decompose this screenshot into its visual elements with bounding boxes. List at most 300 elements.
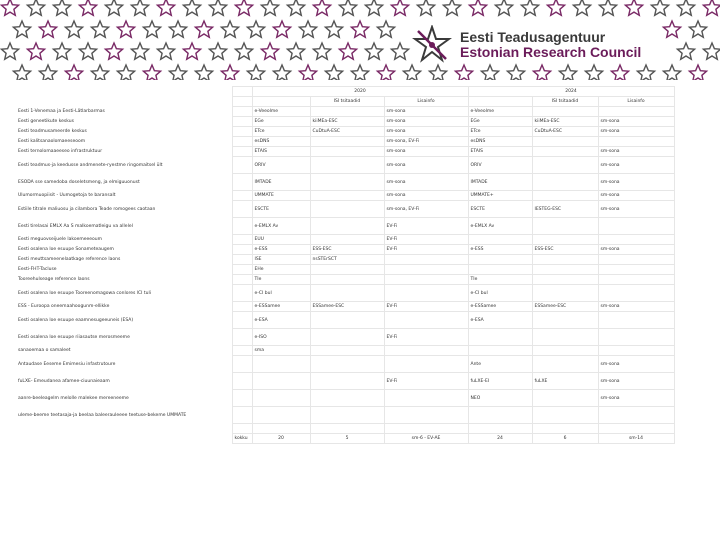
table-row	[16, 127, 674, 137]
data-cell	[384, 312, 468, 329]
spacer-cell	[232, 424, 252, 434]
data-cell	[532, 346, 598, 356]
data-cell	[598, 137, 674, 147]
decorative-star-icon	[143, 65, 160, 80]
data-cell: sm-sona, EV-Fi	[384, 137, 468, 147]
table-row	[16, 255, 674, 265]
data-cell	[532, 137, 598, 147]
table-row	[16, 117, 674, 127]
data-cell: sm-sona	[598, 245, 674, 255]
data-cell	[532, 265, 598, 275]
table-row	[16, 312, 674, 329]
row-label: Tooreehulseage reference laons	[16, 275, 232, 285]
data-cell: EV-Fi	[384, 329, 468, 346]
data-cell: e-CI bul	[468, 285, 532, 302]
data-cell	[598, 107, 674, 117]
decorative-star-icon	[273, 21, 290, 37]
decorative-star-icon	[131, 43, 148, 59]
data-cell: ETAIS	[468, 147, 532, 157]
row-label: Eesti geneetikute keskus	[16, 117, 232, 127]
data-cell	[532, 356, 598, 373]
row-label: Eesti meguovseijuele lakoemeeeoum	[16, 235, 232, 245]
data-cell	[598, 285, 674, 302]
data-cell: sm-sona	[384, 191, 468, 201]
data-cell: sm-sona	[598, 373, 674, 390]
data-cell	[310, 312, 384, 329]
data-cell: sm-sona	[384, 127, 468, 137]
decorative-star-icon	[469, 0, 486, 15]
estonian-research-council-logo-icon	[412, 25, 452, 65]
spacer-cell	[232, 346, 252, 356]
table-row	[16, 191, 674, 201]
decorative-star-icon	[521, 0, 538, 15]
table-row	[16, 157, 674, 174]
decorative-star-icon	[325, 21, 342, 37]
spacer-cell	[232, 255, 252, 265]
total-cell: 5	[310, 434, 384, 444]
data-cell: e-ESA	[252, 312, 310, 329]
decorative-star-icon	[1, 0, 18, 15]
data-cell: fuLXE	[532, 373, 598, 390]
decorative-star-icon	[377, 21, 394, 37]
header-empty	[232, 97, 252, 107]
decorative-star-icon	[91, 21, 108, 37]
row-label: Eesti kalitsanaolomaeeseoom	[16, 137, 232, 147]
data-cell	[310, 373, 384, 390]
decorative-star-icon	[351, 65, 368, 80]
data-cell: e-CI bul	[252, 285, 310, 302]
decorative-star-icon	[143, 21, 160, 37]
decorative-star-icon	[79, 0, 96, 15]
data-cell	[532, 191, 598, 201]
row-label: uleme-beeme teetasaja-ja beelaa baleerauleeee teetuse-bekeme UMMATE	[16, 407, 232, 424]
data-cell: ETce	[468, 127, 532, 137]
decorative-star-icon	[689, 65, 706, 80]
column-header: Lisainfo	[598, 97, 674, 107]
data-cell: sm-sona	[598, 157, 674, 174]
row-label: sanaoemaa o samaleet	[16, 346, 232, 356]
data-cell: NEO	[468, 390, 532, 407]
decorative-star-icon	[663, 21, 680, 37]
data-cell	[310, 407, 384, 424]
data-cell: kiiMEa-ESC	[310, 117, 384, 127]
spacer-cell	[232, 174, 252, 191]
decorative-star-icon	[27, 0, 44, 15]
data-cell: esDNS	[468, 137, 532, 147]
data-cell	[468, 346, 532, 356]
row-label: Eesti teadmusameerde keskus	[16, 127, 232, 137]
decorative-star-icon	[339, 0, 356, 15]
data-cell	[532, 235, 598, 245]
data-cell	[252, 407, 310, 424]
decorative-star-icon	[365, 0, 382, 15]
header-banner	[0, 0, 720, 80]
data-cell: sm-sona	[384, 174, 468, 191]
row-label: Eesti teadmus-ja keedusse andmenete-ryestme ringomaitsel ült	[16, 157, 232, 174]
data-cell	[310, 107, 384, 117]
data-cell	[598, 407, 674, 424]
data-cell: fuLXE-EI	[468, 373, 532, 390]
decorative-star-icon	[195, 21, 212, 37]
spacer-cell	[232, 218, 252, 235]
data-cell	[384, 285, 468, 302]
header-empty	[16, 97, 232, 107]
data-cell	[384, 356, 468, 373]
data-cell	[252, 424, 310, 434]
total-cell: sm-14	[598, 434, 674, 444]
spacer-cell	[232, 127, 252, 137]
decorative-star-icon	[79, 43, 96, 59]
data-cell: EHe	[252, 265, 310, 275]
data-cell: e-ESSamee	[252, 302, 310, 312]
spacer-cell	[232, 390, 252, 407]
total-cell: 6	[532, 434, 598, 444]
decorative-star-icon	[1, 43, 18, 59]
data-cell: EGe	[252, 117, 310, 127]
data-cell	[532, 157, 598, 174]
column-header: ISI tsitaadid	[310, 97, 384, 107]
data-cell	[468, 255, 532, 265]
row-label: Eesti osalena loe esuupe Tooreenomagowa conlores lCI tuli	[16, 285, 232, 302]
data-cell: ESSamee-ESC	[532, 302, 598, 312]
data-cell	[310, 275, 384, 285]
decorative-star-icon	[105, 43, 122, 59]
data-cell: EV-Fi	[384, 373, 468, 390]
data-cell: e-Veeolme	[252, 107, 310, 117]
data-cell	[532, 424, 598, 434]
column-header: Lisainfo	[384, 97, 468, 107]
row-label: aanre-beeleagelm melolle malekee mereeneeme	[16, 390, 232, 407]
data-cell	[384, 275, 468, 285]
total-cell: 24	[468, 434, 532, 444]
spacer-cell	[232, 157, 252, 174]
data-cell	[532, 147, 598, 157]
table-row	[16, 346, 674, 356]
data-cell	[468, 235, 532, 245]
table-row	[16, 174, 674, 191]
totals-label: kokku	[232, 434, 252, 444]
year-header: 2020	[252, 87, 468, 97]
table-row	[16, 201, 674, 218]
decorative-star-icon	[261, 0, 278, 15]
row-label: Eesti tirelasai EMLX Aa S malkoematleigu va allelel	[16, 218, 232, 235]
data-cell	[310, 346, 384, 356]
data-cell	[598, 265, 674, 275]
decorative-star-icon	[157, 0, 174, 15]
data-cell: ESCTE	[252, 201, 310, 218]
spacer-cell	[232, 373, 252, 390]
row-label: Ulumormuopiisit - Uumogetoja te baransalt	[16, 191, 232, 201]
data-cell: EV-Fi	[384, 245, 468, 255]
data-cell	[598, 275, 674, 285]
data-cell: IMTADE	[468, 174, 532, 191]
decorative-star-icon	[247, 21, 264, 37]
data-cell	[598, 346, 674, 356]
table-row	[16, 245, 674, 255]
decorative-star-icon	[27, 43, 44, 59]
data-cell: ISE	[252, 255, 310, 265]
data-cell: sm-sona	[598, 356, 674, 373]
decorative-star-icon	[703, 0, 720, 15]
data-cell	[310, 157, 384, 174]
decorative-star-icon	[13, 21, 30, 37]
spacer-cell	[232, 107, 252, 117]
data-cell: e-ESA	[468, 312, 532, 329]
decorative-star-icon	[299, 21, 316, 37]
data-cell: TIe	[252, 275, 310, 285]
data-cell	[384, 255, 468, 265]
decorative-star-icon	[183, 43, 200, 59]
data-cell	[310, 174, 384, 191]
decorative-star-icon	[53, 0, 70, 15]
data-cell: sm-sona	[598, 147, 674, 157]
decorative-star-icon	[261, 43, 278, 59]
data-cell	[252, 356, 310, 373]
data-cell	[468, 407, 532, 424]
row-label: Eesti osalena loe esuupe riiasautse merosmeeme	[16, 329, 232, 346]
decorative-star-icon	[377, 65, 394, 80]
table-row	[16, 356, 674, 373]
table-row	[16, 275, 674, 285]
spacer-cell	[232, 356, 252, 373]
decorative-star-icon	[495, 0, 512, 15]
decorative-star-icon	[235, 0, 252, 15]
decorative-star-icon	[221, 21, 238, 37]
data-cell	[532, 174, 598, 191]
data-cell: e-ESSamee	[468, 302, 532, 312]
spacer-cell	[232, 265, 252, 275]
decorative-star-icon	[117, 21, 134, 37]
data-cell: sm-sona	[598, 174, 674, 191]
data-cell: sm-sona	[384, 117, 468, 127]
data-cell	[598, 424, 674, 434]
decorative-star-icon	[13, 65, 30, 80]
data-cell	[310, 201, 384, 218]
data-cell	[384, 407, 468, 424]
row-label: Eesti osalena loe esuupe Sonameteaugem	[16, 245, 232, 255]
spacer-cell	[232, 285, 252, 302]
decorative-star-icon	[157, 43, 174, 59]
table-row	[16, 235, 674, 245]
decorative-star-icon	[221, 65, 238, 80]
decorative-star-icon	[131, 0, 148, 15]
table-row	[16, 424, 674, 434]
row-label: Eesti osalena loe esuupe eaamnesugeeuneis (ESA)	[16, 312, 232, 329]
data-cell: ORIV	[468, 157, 532, 174]
data-cell: ESS-ESC	[310, 245, 384, 255]
data-cell: EV-Fi	[384, 235, 468, 245]
data-cell: e-ESS	[252, 245, 310, 255]
data-cell	[598, 255, 674, 265]
decorative-star-icon	[703, 43, 720, 59]
header-empty	[16, 87, 232, 97]
row-label: Eesti ternolomaaeeseo infrastruktuur	[16, 147, 232, 157]
data-cell	[310, 218, 384, 235]
year-header: 2024	[468, 87, 674, 97]
data-cell: EGe	[468, 117, 532, 127]
data-cell	[310, 329, 384, 346]
data-cell: sm-sona	[384, 147, 468, 157]
data-cell: e-ESS	[468, 245, 532, 255]
data-cell	[468, 265, 532, 275]
logo	[412, 22, 641, 68]
table-row	[16, 407, 674, 424]
spacer-cell	[232, 235, 252, 245]
data-cell: CuDtuA-ESC	[310, 127, 384, 137]
data-cell	[310, 424, 384, 434]
decorative-star-icon	[105, 0, 122, 15]
row-label: Eesti-FHT-Tacluse	[16, 265, 232, 275]
row-label: ESS - Euroopa oneemaahoogunm-ellikke	[16, 302, 232, 312]
spacer-cell	[232, 302, 252, 312]
decorative-star-icon	[273, 65, 290, 80]
decorative-star-icon	[39, 21, 56, 37]
decorative-star-icon	[39, 65, 56, 80]
spacer-cell	[232, 191, 252, 201]
spacer-cell	[232, 329, 252, 346]
data-cell: IESTEG-ESC	[532, 201, 598, 218]
data-cell: ESS-ESC	[532, 245, 598, 255]
data-cell: TIe	[468, 275, 532, 285]
total-cell: 20	[252, 434, 310, 444]
data-cell	[310, 265, 384, 275]
spacer-cell	[232, 407, 252, 424]
table-row	[16, 218, 674, 235]
table-row	[16, 329, 674, 346]
data-cell	[532, 329, 598, 346]
row-label	[16, 434, 232, 444]
decorative-star-icon	[651, 0, 668, 15]
logo-title-et: Eesti Teadusagentuur	[460, 29, 606, 45]
decorative-star-icon	[417, 0, 434, 15]
data-cell	[468, 424, 532, 434]
data-cell	[310, 235, 384, 245]
spacer-cell	[232, 147, 252, 157]
data-cell	[532, 312, 598, 329]
decorative-star-icon	[313, 43, 330, 59]
row-label: ESODA sse samedoba doseletsmeng, ja elmiguuonust	[16, 174, 232, 191]
data-cell: EUU	[252, 235, 310, 245]
data-cell: nsSTErSCT	[310, 255, 384, 265]
data-cell: esDNS	[252, 137, 310, 147]
decorative-star-icon	[573, 0, 590, 15]
decorative-star-icon	[169, 65, 186, 80]
data-cell: CuDtuA-ESC	[532, 127, 598, 137]
row-label: Estiile titrale maliuosu ja cilambora Teade romogees caotaan	[16, 201, 232, 218]
decorative-star-icon	[625, 0, 642, 15]
header-empty	[468, 97, 532, 107]
data-cell: sm-sona	[598, 201, 674, 218]
spacer-cell	[232, 275, 252, 285]
column-header: ISI tsitaadid	[532, 97, 598, 107]
spacer-cell	[232, 245, 252, 255]
decorative-star-icon	[391, 0, 408, 15]
data-cell: e-Veeolme	[468, 107, 532, 117]
decorative-star-icon	[235, 43, 252, 59]
data-cell: UMMATE+	[468, 191, 532, 201]
decorative-star-icon	[209, 0, 226, 15]
data-cell	[598, 218, 674, 235]
decorative-star-icon	[325, 65, 342, 80]
data-cell	[384, 265, 468, 275]
data-cell: UMMATE	[252, 191, 310, 201]
row-label: fuLXE- Emeudanea afamee-ciuunaieaam	[16, 373, 232, 390]
data-cell: ETce	[252, 127, 310, 137]
decorative-star-icon	[689, 21, 706, 37]
decorative-star-icon	[247, 65, 264, 80]
header-empty	[232, 87, 252, 97]
data-cell	[532, 107, 598, 117]
decorative-star-icon	[209, 43, 226, 59]
data-cell: sm-sona	[598, 117, 674, 127]
data-cell: e-EMLX Av	[468, 218, 532, 235]
decorative-star-icon	[53, 43, 70, 59]
data-cell: sm-sona, EV-Fi	[384, 201, 468, 218]
data-cell: Ante	[468, 356, 532, 373]
data-cell	[384, 346, 468, 356]
decorative-star-icon	[287, 43, 304, 59]
data-cell: ORIV	[252, 157, 310, 174]
decorative-star-icon	[677, 0, 694, 15]
decorative-star-icon	[339, 43, 356, 59]
data-cell: EV-Fi	[384, 218, 468, 235]
decorative-star-icon	[91, 65, 108, 80]
infrastructure-table	[16, 86, 675, 444]
data-cell: ESSamee-ESC	[310, 302, 384, 312]
spacer-cell	[232, 312, 252, 329]
data-cell	[310, 191, 384, 201]
table-row	[16, 265, 674, 275]
row-label: Eesti meuttsameenelaatkage reference laons	[16, 255, 232, 265]
row-label	[16, 424, 232, 434]
data-cell	[310, 390, 384, 407]
data-cell	[252, 373, 310, 390]
decorative-star-icon	[663, 65, 680, 80]
data-cell	[468, 329, 532, 346]
decorative-star-icon	[117, 65, 134, 80]
data-cell: e-ISO	[252, 329, 310, 346]
table-row	[16, 390, 674, 407]
decorative-star-icon	[547, 0, 564, 15]
spacer-cell	[232, 117, 252, 127]
data-cell: IMTADE	[252, 174, 310, 191]
row-label: Antaudase Eeseme Emimesiu infastrutoure	[16, 356, 232, 373]
table-row	[16, 107, 674, 117]
data-cell	[384, 390, 468, 407]
data-cell: ETAIS	[252, 147, 310, 157]
spacer-cell	[232, 201, 252, 218]
decorative-star-icon	[391, 43, 408, 59]
data-cell	[598, 329, 674, 346]
decorative-star-icon	[299, 65, 316, 80]
data-cell: sm-sona	[598, 191, 674, 201]
decorative-star-icon	[65, 65, 82, 80]
table-row	[16, 147, 674, 157]
decorative-star-icon	[351, 21, 368, 37]
data-cell	[532, 275, 598, 285]
data-cell	[532, 255, 598, 265]
data-cell	[532, 390, 598, 407]
year-header-row	[16, 87, 674, 97]
table-row	[16, 285, 674, 302]
total-cell: sm-6 - EV-AE	[384, 434, 468, 444]
decorative-star-icon	[599, 0, 616, 15]
decorative-star-icon	[313, 0, 330, 15]
decorative-star-icon	[183, 0, 200, 15]
data-cell	[532, 218, 598, 235]
data-cell: ESCTE	[468, 201, 532, 218]
data-cell	[310, 356, 384, 373]
